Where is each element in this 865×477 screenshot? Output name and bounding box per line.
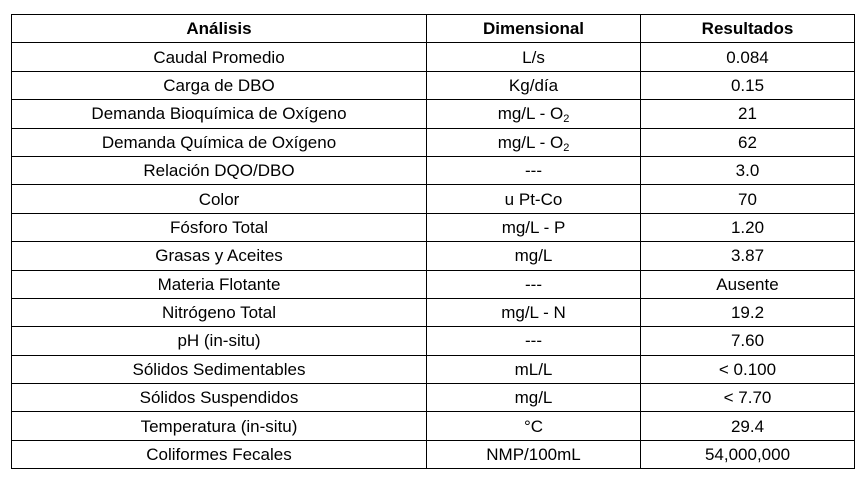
result-cell: 54,000,000 — [641, 440, 855, 468]
result-cell: 3.87 — [641, 242, 855, 270]
result-cell: Ausente — [641, 270, 855, 298]
header-results: Resultados — [641, 15, 855, 43]
unit-text: mg/L - P — [501, 217, 566, 237]
table-row — [12, 100, 855, 128]
table-row — [12, 185, 855, 213]
unit-cell — [427, 128, 641, 156]
unit-cell — [427, 412, 641, 440]
analysis-cell: Demanda Bioquímica de Oxígeno — [12, 100, 427, 128]
table-row — [12, 242, 855, 270]
table-row — [12, 327, 855, 355]
unit-text: L/s — [522, 47, 545, 67]
table-row — [12, 43, 855, 71]
unit-text: mg/L — [514, 246, 553, 266]
unit-subscript: 2 — [563, 141, 570, 154]
table-row — [12, 156, 855, 184]
unit-text: mg/L — [514, 388, 553, 408]
unit-text: °C — [523, 416, 544, 436]
unit-cell — [427, 440, 641, 468]
analysis-cell: Carga de DBO — [12, 71, 427, 99]
unit-cell — [427, 355, 641, 383]
unit-text: mg/L - O — [497, 104, 564, 124]
unit-text: mL/L — [514, 359, 553, 379]
header-dimensional: Dimensional — [427, 15, 641, 43]
analysis-cell: Temperatura (in-situ) — [12, 412, 427, 440]
unit-cell — [427, 156, 641, 184]
analysis-cell: Sólidos Suspendidos — [12, 384, 427, 412]
result-cell: < 7.70 — [641, 384, 855, 412]
unit-cell — [427, 242, 641, 270]
table-row — [12, 384, 855, 412]
table-row — [12, 128, 855, 156]
unit-text: --- — [525, 331, 542, 351]
result-cell: < 0.100 — [641, 355, 855, 383]
unit-text: u Pt-Co — [504, 189, 563, 209]
result-cell: 0.084 — [641, 43, 855, 71]
unit-text: --- — [525, 274, 542, 294]
analysis-cell: Relación DQO/DBO — [12, 156, 427, 184]
result-cell: 29.4 — [641, 412, 855, 440]
unit-cell — [427, 185, 641, 213]
unit-text: mg/L - N — [501, 303, 566, 323]
table-row — [12, 213, 855, 241]
unit-cell — [427, 327, 641, 355]
analysis-cell: pH (in-situ) — [12, 327, 427, 355]
result-cell: 3.0 — [641, 156, 855, 184]
unit-cell — [427, 298, 641, 326]
table-row — [12, 440, 855, 468]
table-row — [12, 298, 855, 326]
unit-text: Kg/día — [508, 75, 559, 95]
unit-text: --- — [525, 161, 542, 181]
table-body — [12, 43, 855, 469]
table-row — [12, 355, 855, 383]
header-row — [12, 15, 855, 43]
result-cell: 1.20 — [641, 213, 855, 241]
result-cell: 70 — [641, 185, 855, 213]
table-row — [12, 270, 855, 298]
header-analysis: Análisis — [12, 15, 427, 43]
result-cell: 19.2 — [641, 298, 855, 326]
unit-cell — [427, 384, 641, 412]
analysis-cell: Coliformes Fecales — [12, 440, 427, 468]
unit-text: mg/L - O — [497, 132, 564, 152]
result-cell: 7.60 — [641, 327, 855, 355]
unit-cell — [427, 270, 641, 298]
unit-cell — [427, 100, 641, 128]
analysis-cell: Nitrógeno Total — [12, 298, 427, 326]
unit-cell — [427, 43, 641, 71]
table-row — [12, 71, 855, 99]
unit-cell — [427, 213, 641, 241]
result-cell: 62 — [641, 128, 855, 156]
analysis-cell: Demanda Química de Oxígeno — [12, 128, 427, 156]
unit-subscript: 2 — [563, 113, 570, 126]
analysis-cell: Materia Flotante — [12, 270, 427, 298]
analysis-cell: Sólidos Sedimentables — [12, 355, 427, 383]
results-table — [11, 14, 855, 469]
analysis-cell: Fósforo Total — [12, 213, 427, 241]
unit-cell — [427, 71, 641, 99]
table-row — [12, 412, 855, 440]
table-header — [12, 15, 855, 43]
analysis-cell: Grasas y Aceites — [12, 242, 427, 270]
result-cell: 0.15 — [641, 71, 855, 99]
unit-text: NMP/100mL — [486, 445, 581, 465]
analysis-cell: Caudal Promedio — [12, 43, 427, 71]
analysis-cell: Color — [12, 185, 427, 213]
result-cell: 21 — [641, 100, 855, 128]
